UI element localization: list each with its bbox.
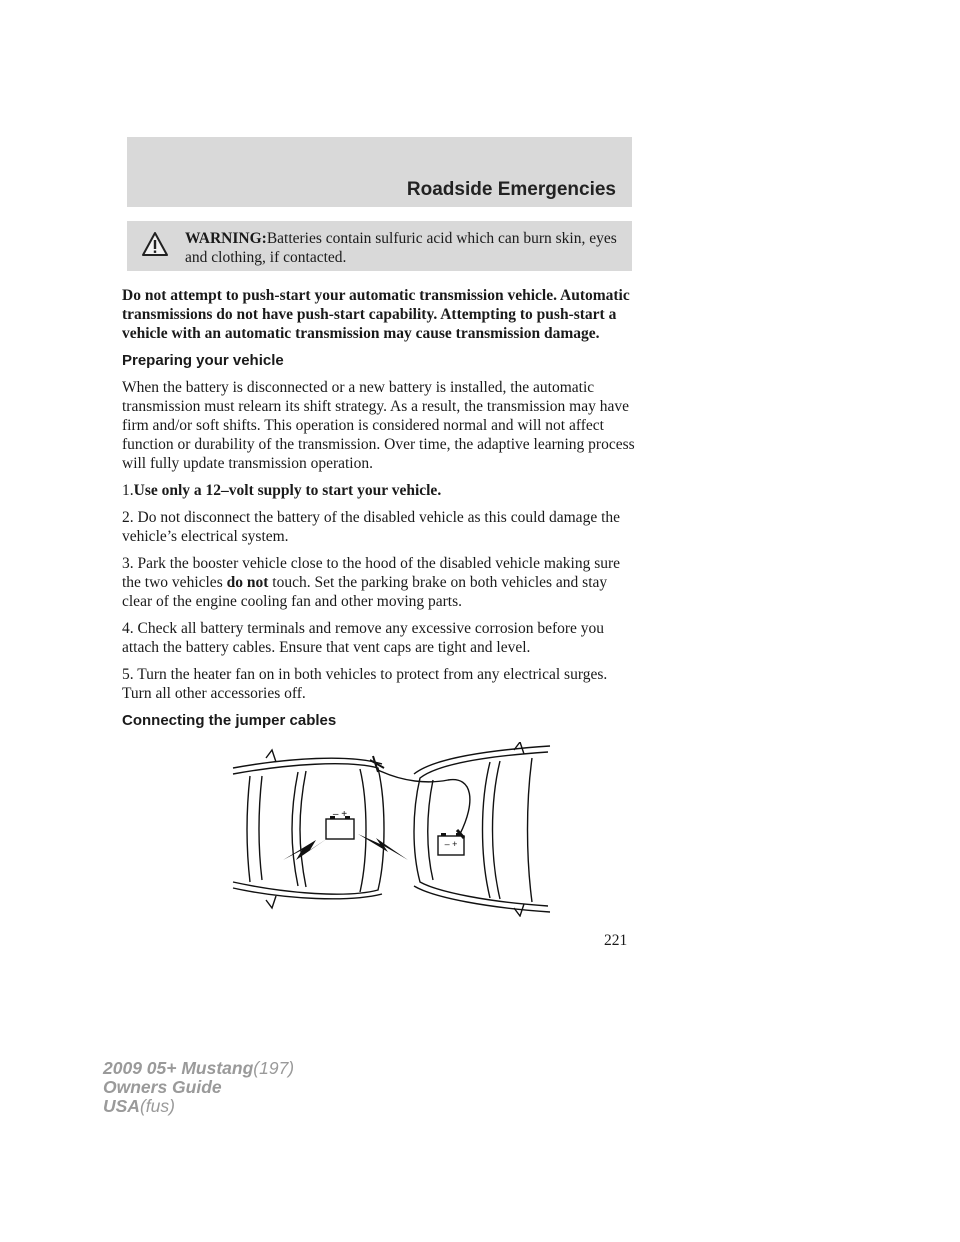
heading-preparing-vehicle: Preparing your vehicle — [122, 352, 284, 369]
document-footer — [103, 1059, 294, 1116]
disabled-vehicle-drawing — [414, 742, 550, 916]
step-3-text-a: 3. Park the booster vehicle close to the hood of the disabled vehicle making sure the two vehicles — [122, 555, 621, 591]
step-5: 5. Turn the heater fan on in both vehicles to protect from any electrical surges. Turn all other accessories off. — [122, 666, 608, 702]
step-1-number: 1. — [122, 482, 134, 499]
jumper-cable-icon — [370, 756, 470, 838]
jumper-cable-illustration — [228, 742, 553, 917]
disabled-battery-icon — [438, 833, 464, 855]
footer-line-guide — [103, 1078, 294, 1097]
warning-text — [185, 229, 625, 267]
step-1 — [122, 481, 637, 500]
preparing-intro-paragraph: When the battery is disconnected or a new battery is installed, the automatic transmission must relearn its shift strategy. As a result, the transmission may have firm and/or soft shifts. This operation is considered normal and will not affect function or durability of the transmission. Over time, the adaptive learning process will fully update transmission operation. — [122, 379, 635, 472]
warning-box — [127, 221, 632, 271]
step-1-text: Use only a 12–volt supply to start your vehicle. — [133, 482, 442, 499]
push-start-caution: Do not attempt to push-start your automatic transmission vehicle. Automatic transmissions do not have push-start capability. Attempting to push-start a vehicle with an automatic transmission may cause transmission damage. — [122, 287, 630, 342]
warning-triangle-icon — [141, 231, 169, 257]
heading-connecting-cables: Connecting the jumper cables — [122, 712, 337, 729]
section-title: Roadside Emergencies — [406, 179, 616, 200]
booster-battery-label: – + — [332, 809, 348, 820]
footer-model: 2009 05+ Mustang — [103, 1058, 254, 1078]
step-4: 4. Check all battery terminals and remove any excessive corrosion before you attach the battery cables. Ensure that vent caps are tight and level. — [122, 620, 605, 656]
step-3-emphasis: do not — [226, 574, 269, 591]
footer-line-region — [103, 1097, 294, 1116]
footer-line-model — [103, 1059, 294, 1078]
step-2: 2. Do not disconnect the battery of the disabled vehicle as this could damage the vehicle’s electrical system. — [122, 509, 621, 545]
step-3-text-b: touch. Set the parking brake on both vehicles and stay clear of the engine cooling fan and other moving parts. — [122, 574, 608, 610]
footer-region-code: (fus) — [139, 1096, 175, 1116]
step-3 — [122, 554, 637, 611]
disabled-battery-label: – + — [444, 839, 458, 849]
booster-battery-icon — [326, 809, 354, 839]
header-band — [127, 137, 632, 207]
footer-model-code: (197) — [253, 1058, 295, 1078]
booster-vehicle-drawing — [233, 750, 384, 908]
warning-label: WARNING: — [185, 230, 267, 247]
page-number: 221 — [604, 932, 628, 949]
footer-region: USA — [103, 1096, 140, 1116]
warning-body: Batteries contain sulfuric acid which can burn skin, eyes and clothing, if contacted. — [185, 230, 617, 266]
main-content — [122, 286, 637, 738]
footer-guide: Owners Guide — [103, 1077, 222, 1097]
